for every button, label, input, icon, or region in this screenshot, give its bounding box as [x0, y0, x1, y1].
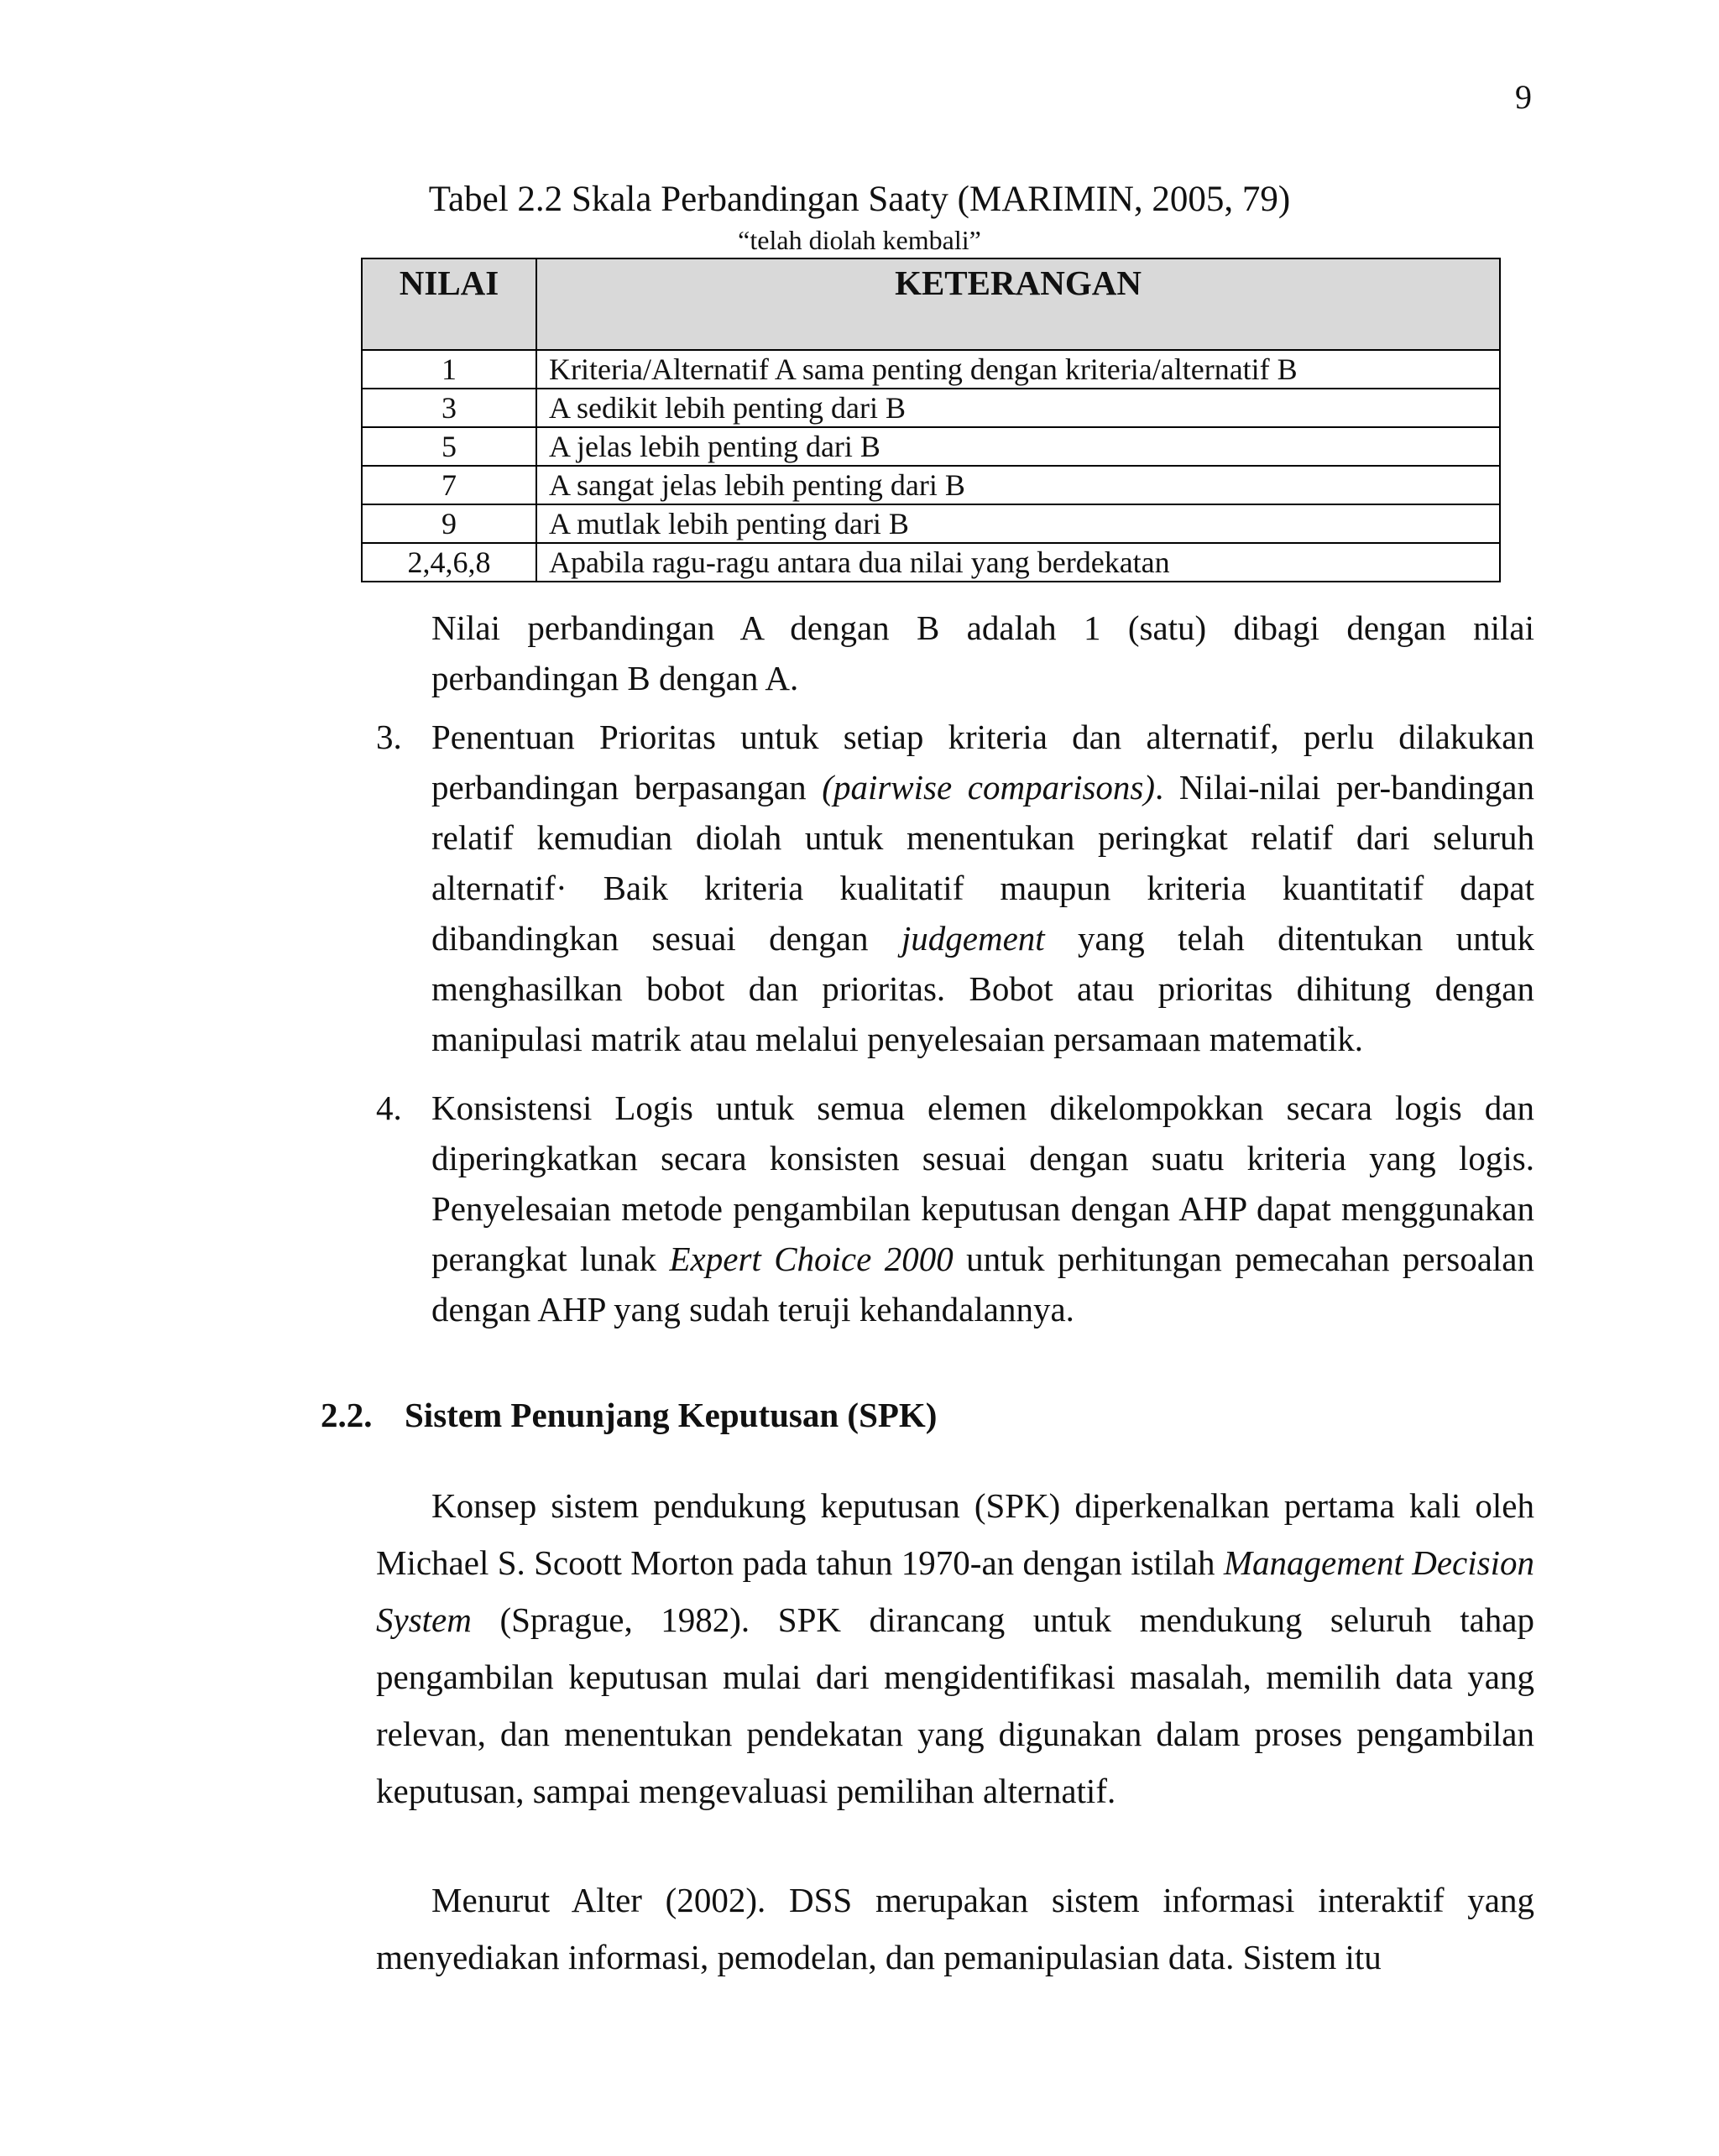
cell-keterangan: A jelas lebih penting dari B [536, 427, 1500, 466]
header-nilai: NILAI [362, 258, 536, 350]
item4-text-c: untuk perhitungan pemecahan persoalan dengan AHP yang sudah teruji kehandalannya. [431, 1240, 1534, 1329]
section-number: 2.2. [321, 1396, 373, 1434]
cell-nilai: 9 [362, 504, 536, 543]
cell-keterangan: A mutlak lebih penting dari B [536, 504, 1500, 543]
para1-text-italic-mds: Management Decision System [376, 1543, 1534, 1639]
item3-text-italic-judgement: judgement [901, 919, 1045, 958]
table-subcaption: “telah diolah kembali” [738, 225, 981, 255]
table-caption: Tabel 2.2 Skala Perbandingan Saaty (MARIMIN, 2005, 79) [428, 180, 1291, 219]
paragraph-alter [376, 1871, 1534, 1986]
paragraph-alter-text: Menurut Alter (2002). DSS merupakan sistem informasi interaktif yang menyediakan informasi, pemodelan, dan pemanipulasian data. Sistem itu [376, 1881, 1534, 1976]
page-number: 9 [1515, 78, 1532, 116]
list-item-3 [376, 712, 1534, 1064]
list-item-4 [376, 1083, 1534, 1343]
list-item-4-text [431, 1083, 1534, 1334]
item3-text-italic-pairwise: (pairwise comparisons) [822, 768, 1156, 807]
item3-text-c: . Nilai-nilai per-bandingan relatif kemudian diolah untuk menentukan peringkat relatif dari seluruh alternatif· Baik kriteria kualitatif maupun kriteria kuantitatif dapat dibandingkan sesuai dengan [431, 768, 1534, 958]
item4-text-a: Konsistensi Logis untuk semua elemen dikelompokkan secara logis dan diperingkatkan secara konsisten sesuai dengan suatu kriteria yang logis. Penyelesaian metode pengambilan keputusan dengan AHP dapat menggunakan perangkat lunak [431, 1088, 1534, 1278]
cell-nilai: 7 [362, 466, 536, 504]
table-row [362, 543, 1500, 582]
header-keterangan: KETERANGAN [536, 258, 1500, 350]
cell-keterangan: A sangat jelas lebih penting dari B [536, 466, 1500, 504]
paragraph-spk-concept-text [376, 1477, 1534, 1819]
table-row [362, 427, 1500, 466]
table-row [362, 504, 1500, 543]
list-item-3-text [431, 712, 1534, 1064]
after-table-paragraph [431, 603, 1534, 703]
cell-keterangan: Kriteria/Alternatif A sama penting dengan kriteria/alternatif B [536, 350, 1500, 389]
cell-keterangan: Apabila ragu-ragu antara dua nilai yang berdekatan [536, 543, 1500, 582]
paragraph-spk-concept [376, 1477, 1534, 1819]
table-header-row [362, 258, 1500, 350]
cell-keterangan: A sedikit lebih penting dari B [536, 389, 1500, 427]
item3-text-a: Penentuan Prioritas untuk setiap kriteria dan alternatif, perlu dilakukan perbandingan berpasangan [431, 718, 1534, 807]
cell-nilai: 5 [362, 427, 536, 466]
table-row [362, 389, 1500, 427]
item4-text-italic-expert-choice: Expert Choice 2000 [669, 1240, 954, 1278]
list-marker: 3. [376, 718, 402, 756]
after-table-text: Nilai perbandingan A dengan B adalah 1 (satu) dibagi dengan nilai perbandingan B dengan A. [431, 608, 1534, 697]
para1-text-a: Konsep sistem pendukung keputusan (SPK) diperkenalkan pertama kali oleh Michael S. Scoott Morton pada tahun 1970-an dengan istilah [376, 1486, 1534, 1582]
table-row [362, 466, 1500, 504]
para1-text-c: (Sprague, 1982). SPK dirancang untuk mendukung seluruh tahap pengambilan keputusan mulai dari mengidentifikasi masalah, memilih data yang relevan, dan menentukan pendekatan yang digunakan dalam proses pengambilan keputusan, sampai mengevaluasi pemilihan alternatif. [376, 1600, 1534, 1810]
item3-text-e: yang telah ditentukan untuk menghasilkan bobot dan prioritas. Bobot atau prioritas dihitung dengan manipulasi matrik atau melalui penyelesaian persamaan matematik. [431, 919, 1534, 1058]
saaty-scale-table [361, 258, 1501, 582]
cell-nilai: 1 [362, 350, 536, 389]
list-marker: 4. [376, 1088, 402, 1127]
table-row [362, 350, 1500, 389]
section-title: Sistem Penunjang Keputusan (SPK) [405, 1396, 938, 1434]
cell-nilai: 3 [362, 389, 536, 427]
section-heading [321, 1395, 937, 1435]
cell-nilai: 2,4,6,8 [362, 543, 536, 582]
